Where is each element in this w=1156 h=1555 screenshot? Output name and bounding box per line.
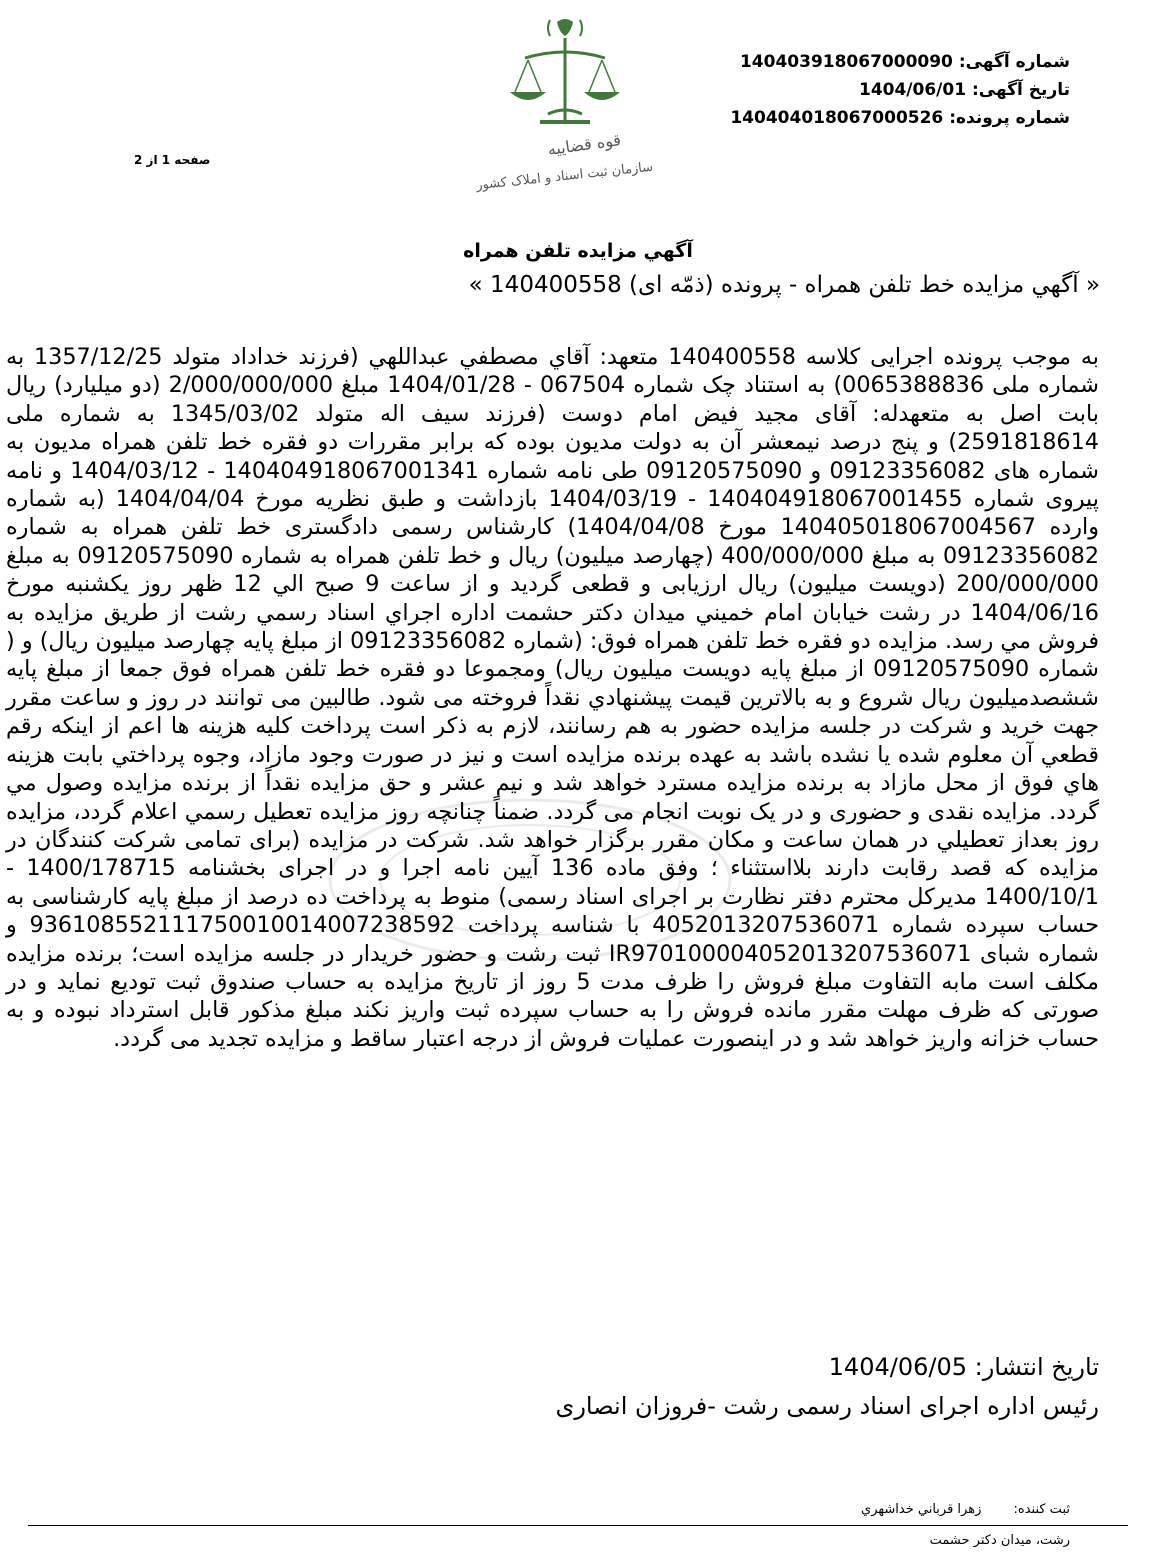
- svg-text:قوه قضاییه: قوه قضاییه: [546, 130, 623, 160]
- footer-divider: [28, 1525, 1128, 1526]
- case-number-label: شماره پرونده:: [949, 108, 1070, 128]
- ad-title: آگهي مزايده تلفن همراه: [463, 240, 693, 262]
- signer: رئیس اداره اجرای اسناد رسمی رشت -فروزان انصاری: [555, 1392, 1099, 1420]
- ad-number-row: [730, 48, 1070, 76]
- recorder-name: زهرا قرباني خداشهري: [861, 1502, 982, 1517]
- scales-of-justice-icon: [510, 19, 620, 122]
- ad-number-label: شماره آگهی:: [958, 52, 1070, 72]
- ad-date-label: تاریخ آگهی:: [971, 80, 1070, 100]
- ad-date: 1404/06/01: [858, 80, 967, 100]
- auction-body-text: به موجب پرونده اجرایی کلاسه 140400558 متعهد: آقاي مصطفي عبداللهي (فرزند خداداد متولد 1357/12/25 به شماره ملی 0065388836) به استناد چک شماره 067504 - 1404/01/28 مبلغ 2/000/000/000 (دو میلیارد) ریال بابت اصل به متعهدله: آقای مجید فیض امام دوست (فرزند سیف اله متولد 1345/03/02 به شماره ملی 2591818614) و پنج درصد نیمعشر آن به دولت مدیون بوده که برابر مقررات دو فقره خط تلفن همراه مدیون به شماره های 09123356082 و 09120575090 طی نامه شماره 140404918067001341 - 1404/03/12 و نامه پیروی شماره 140404918067001455 - 1404/03/19 بازداشت و طبق نظریه مورخ 1404/04/04 (به شماره وارده 140405018067004567 مورخ 1404/04/08) کارشناس رسمی دادگستری خط تلفن همراه به شماره 09123356082 به مبلغ 400/000/000 (چهارصد میلیون) ریال و خط تلفن همراه به شماره 09120575090 به مبلغ 200/000/000 (دویست میلیون) ریال ارزیابی و قطعی گردید و از ساعت 9 صبح الي 12 ظهر روز یکشنبه مورخ 1404/06/16 در رشت خيابان امام خميني ميدان دكتر حشمت اداره اجراي اسناد رسمي رشت از طريق مزايده به فروش مي رسد. مزایده دو فقره خط تلفن همراه فوق: (شماره 09123356082 از مبلغ پایه چهارصد میلیون ریال) و ( شماره 09120575090 از مبلغ پایه دویست میلیون ریال) ومجموعا دو فقره خط تلفن همراه فوق جمعا از مبلغ پایه ششصدمیلیون ریال شروع و به بالاترين قيمت پيشنهادي نقداً فروخته می شود. طالبین می توانند در روز و ساعت مقرر جهت خرید و شرکت در جلسه مزایده حضور به هم رسانند، لازم به ذکر است پرداخت کلیه هزینه ها اعم از اینکه رقم قطعي آن معلوم شده يا نشده باشد به عهده برنده مزايده است و نيز در صورت وجود مازاد، وجوه پرداختي بابت هزينه هاي فوق از محل مازاد به برنده مزايده مسترد خواهد شد و نيم عشر و حق مزايده نقداً از برنده مزايده وصول مي گردد. مزایده نقدی و حضوری و در یک نوبت انجام می گردد. ضمناً چنانچه روز مزایده تعطیل رسمي اعلام گردد، مزايده روز بعداز تعطيلي در همان ساعت و مكان مقرر برگزار خواهد شد. شرکت در مزایده (برای تمامی شرکت کنندگان در مزایده که قصد رقابت دارند بلااستثناء ؛ وفق ماده 136 آيين نامه اجرا و در اجرای بخشنامه 1400/178715 - 1400/10/1 مدیرکل محترم دفتر نظارت بر اجرای اسناد رسمی) منوط به پرداخت ده درصد از مبلغ پایه کارشناسی به حساب سپرده شماره 4052013207536071 با شناسه پرداخت 936108552111750010014007238592 و شماره شبای IR970100004052013207536071 ثبت رشت و حضور خریدار در جلسه مزایده است؛ برنده مزایده مکلف است مابه التفاوت مبلغ فروش را ظرف مدت 5 روز از تاریخ مزایده به حساب صندوق ثبت توديع نمايد و در صورتی که ظرف مهلت مقرر مانده فروش را به حساب سپرده ثبت واریز نکند مبلغ مذکور قابل استرداد نبوده و به حساب خزانه واریز خواهد شد و در اینصورت عملیات فروش از درجه اعتبار ساقط و مزایده تجدید می گردد.: [6, 344, 1100, 1052]
- recorder-row: [861, 1502, 1070, 1517]
- case-number-row: [730, 104, 1070, 132]
- svg-text:سازمان ثبت اسناد و املاک کشور: سازمان ثبت اسناد و املاک کشور: [475, 159, 654, 194]
- judiciary-emblem: [470, 10, 660, 195]
- ad-date-row: [730, 76, 1070, 104]
- ad-number: 14040391806700009​0: [739, 52, 953, 72]
- page-count: صفحه 1 از 2: [134, 153, 211, 167]
- footer-address: رشت، میدان دکتر حشمت: [929, 1533, 1070, 1548]
- ad-meta-block: [730, 48, 1070, 132]
- recorder-label: ثبت کننده:: [1013, 1502, 1070, 1517]
- case-number: 14040401806700052​6: [730, 108, 944, 128]
- publish-date-label: تاریخ انتشار:: [974, 1353, 1099, 1381]
- publish-date-row: [829, 1353, 1099, 1381]
- publish-date: 1404/06/05: [828, 1353, 967, 1381]
- ad-subtitle: « آگهي مزايده خط تلفن همراه - پرونده (ذمّه ای) 140400558 »: [468, 272, 1100, 298]
